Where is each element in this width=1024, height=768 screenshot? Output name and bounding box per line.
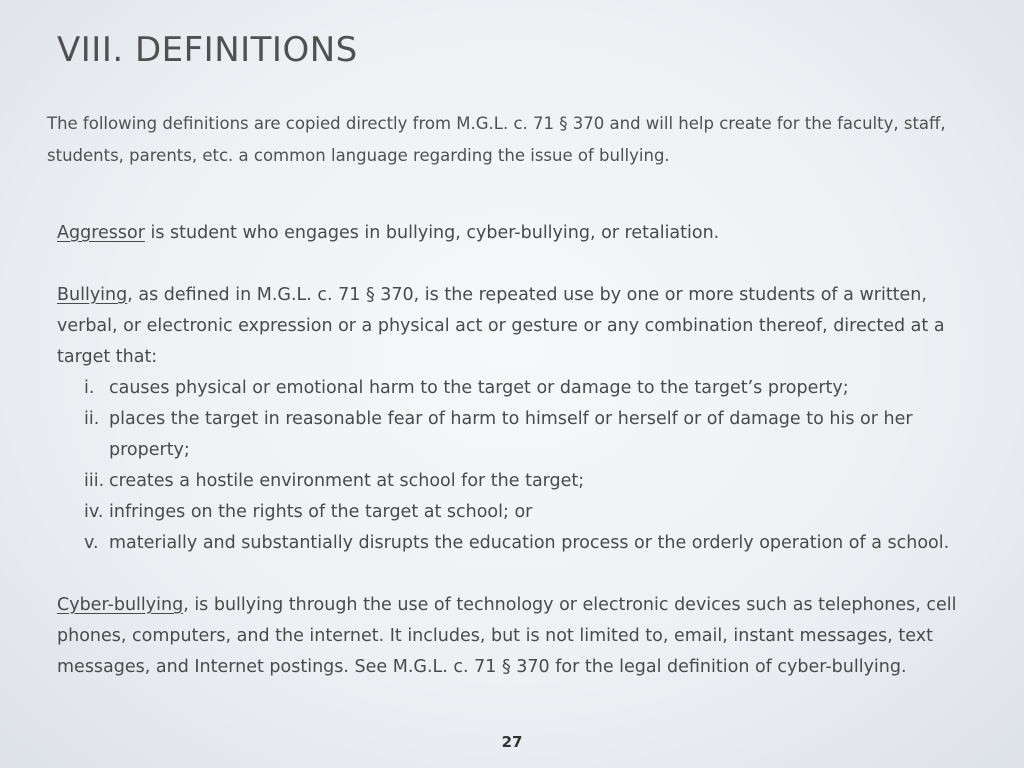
list-item-text: infringes on the rights of the target at school; or <box>109 502 533 522</box>
definition-cyber-bullying <box>57 590 977 683</box>
list-item-number: ii. <box>84 409 100 429</box>
list-item-text: materially and substantially disrupts the education process or the orderly operation of a school. <box>109 533 950 553</box>
definition-aggressor-text: is student who engages in bullying, cyber-bullying, or retaliation. <box>144 223 720 243</box>
list-item-number: i. <box>84 378 95 398</box>
list-item-text: places the target in reasonable fear of harm to himself or herself or of damage to his or her property; <box>109 409 913 460</box>
list-item <box>57 373 977 404</box>
bullying-criteria-list <box>57 373 977 559</box>
definition-bullying-text: , as defined in M.G.L. c. 71 § 370, is the repeated use by one or more students of a written, verbal, or electronic expression or a physical act or gesture or any combination thereof, directed at a target that: <box>57 285 945 367</box>
definition-aggressor <box>57 218 977 249</box>
list-item-number: v. <box>84 533 99 553</box>
list-item-number: iii. <box>84 471 105 491</box>
list-item <box>57 404 977 466</box>
definitions-list <box>57 218 977 683</box>
list-item <box>57 528 977 559</box>
list-item-number: iv. <box>84 502 104 522</box>
slide-title: VIII. DEFINITIONS <box>57 30 358 70</box>
definition-cyber-bullying-text: , is bullying through the use of technology or electronic devices such as telephones, cell phones, computers, and the internet. It includes, but is not limited to, email, instant messages, text messages, and Internet postings. See M.G.L. c. 71 § 370 for the legal definition of cyber-bullying. <box>57 595 957 677</box>
term-bullying: Bullying <box>57 285 128 305</box>
list-item <box>57 466 977 497</box>
definition-bullying <box>57 280 977 373</box>
term-cyber-bullying: Cyber-bullying <box>57 595 184 615</box>
page-number: 27 <box>501 733 523 751</box>
list-item <box>57 497 977 528</box>
list-item-text: creates a hostile environment at school for the target; <box>109 471 585 491</box>
intro-paragraph: The following definitions are copied directly from M.G.L. c. 71 § 370 and will help create for the faculty, staff, students, parents, etc. a common language regarding the issue of bullying. <box>47 114 946 165</box>
term-aggressor: Aggressor <box>57 223 145 243</box>
list-item-text: causes physical or emotional harm to the target or damage to the target’s property; <box>109 378 849 398</box>
